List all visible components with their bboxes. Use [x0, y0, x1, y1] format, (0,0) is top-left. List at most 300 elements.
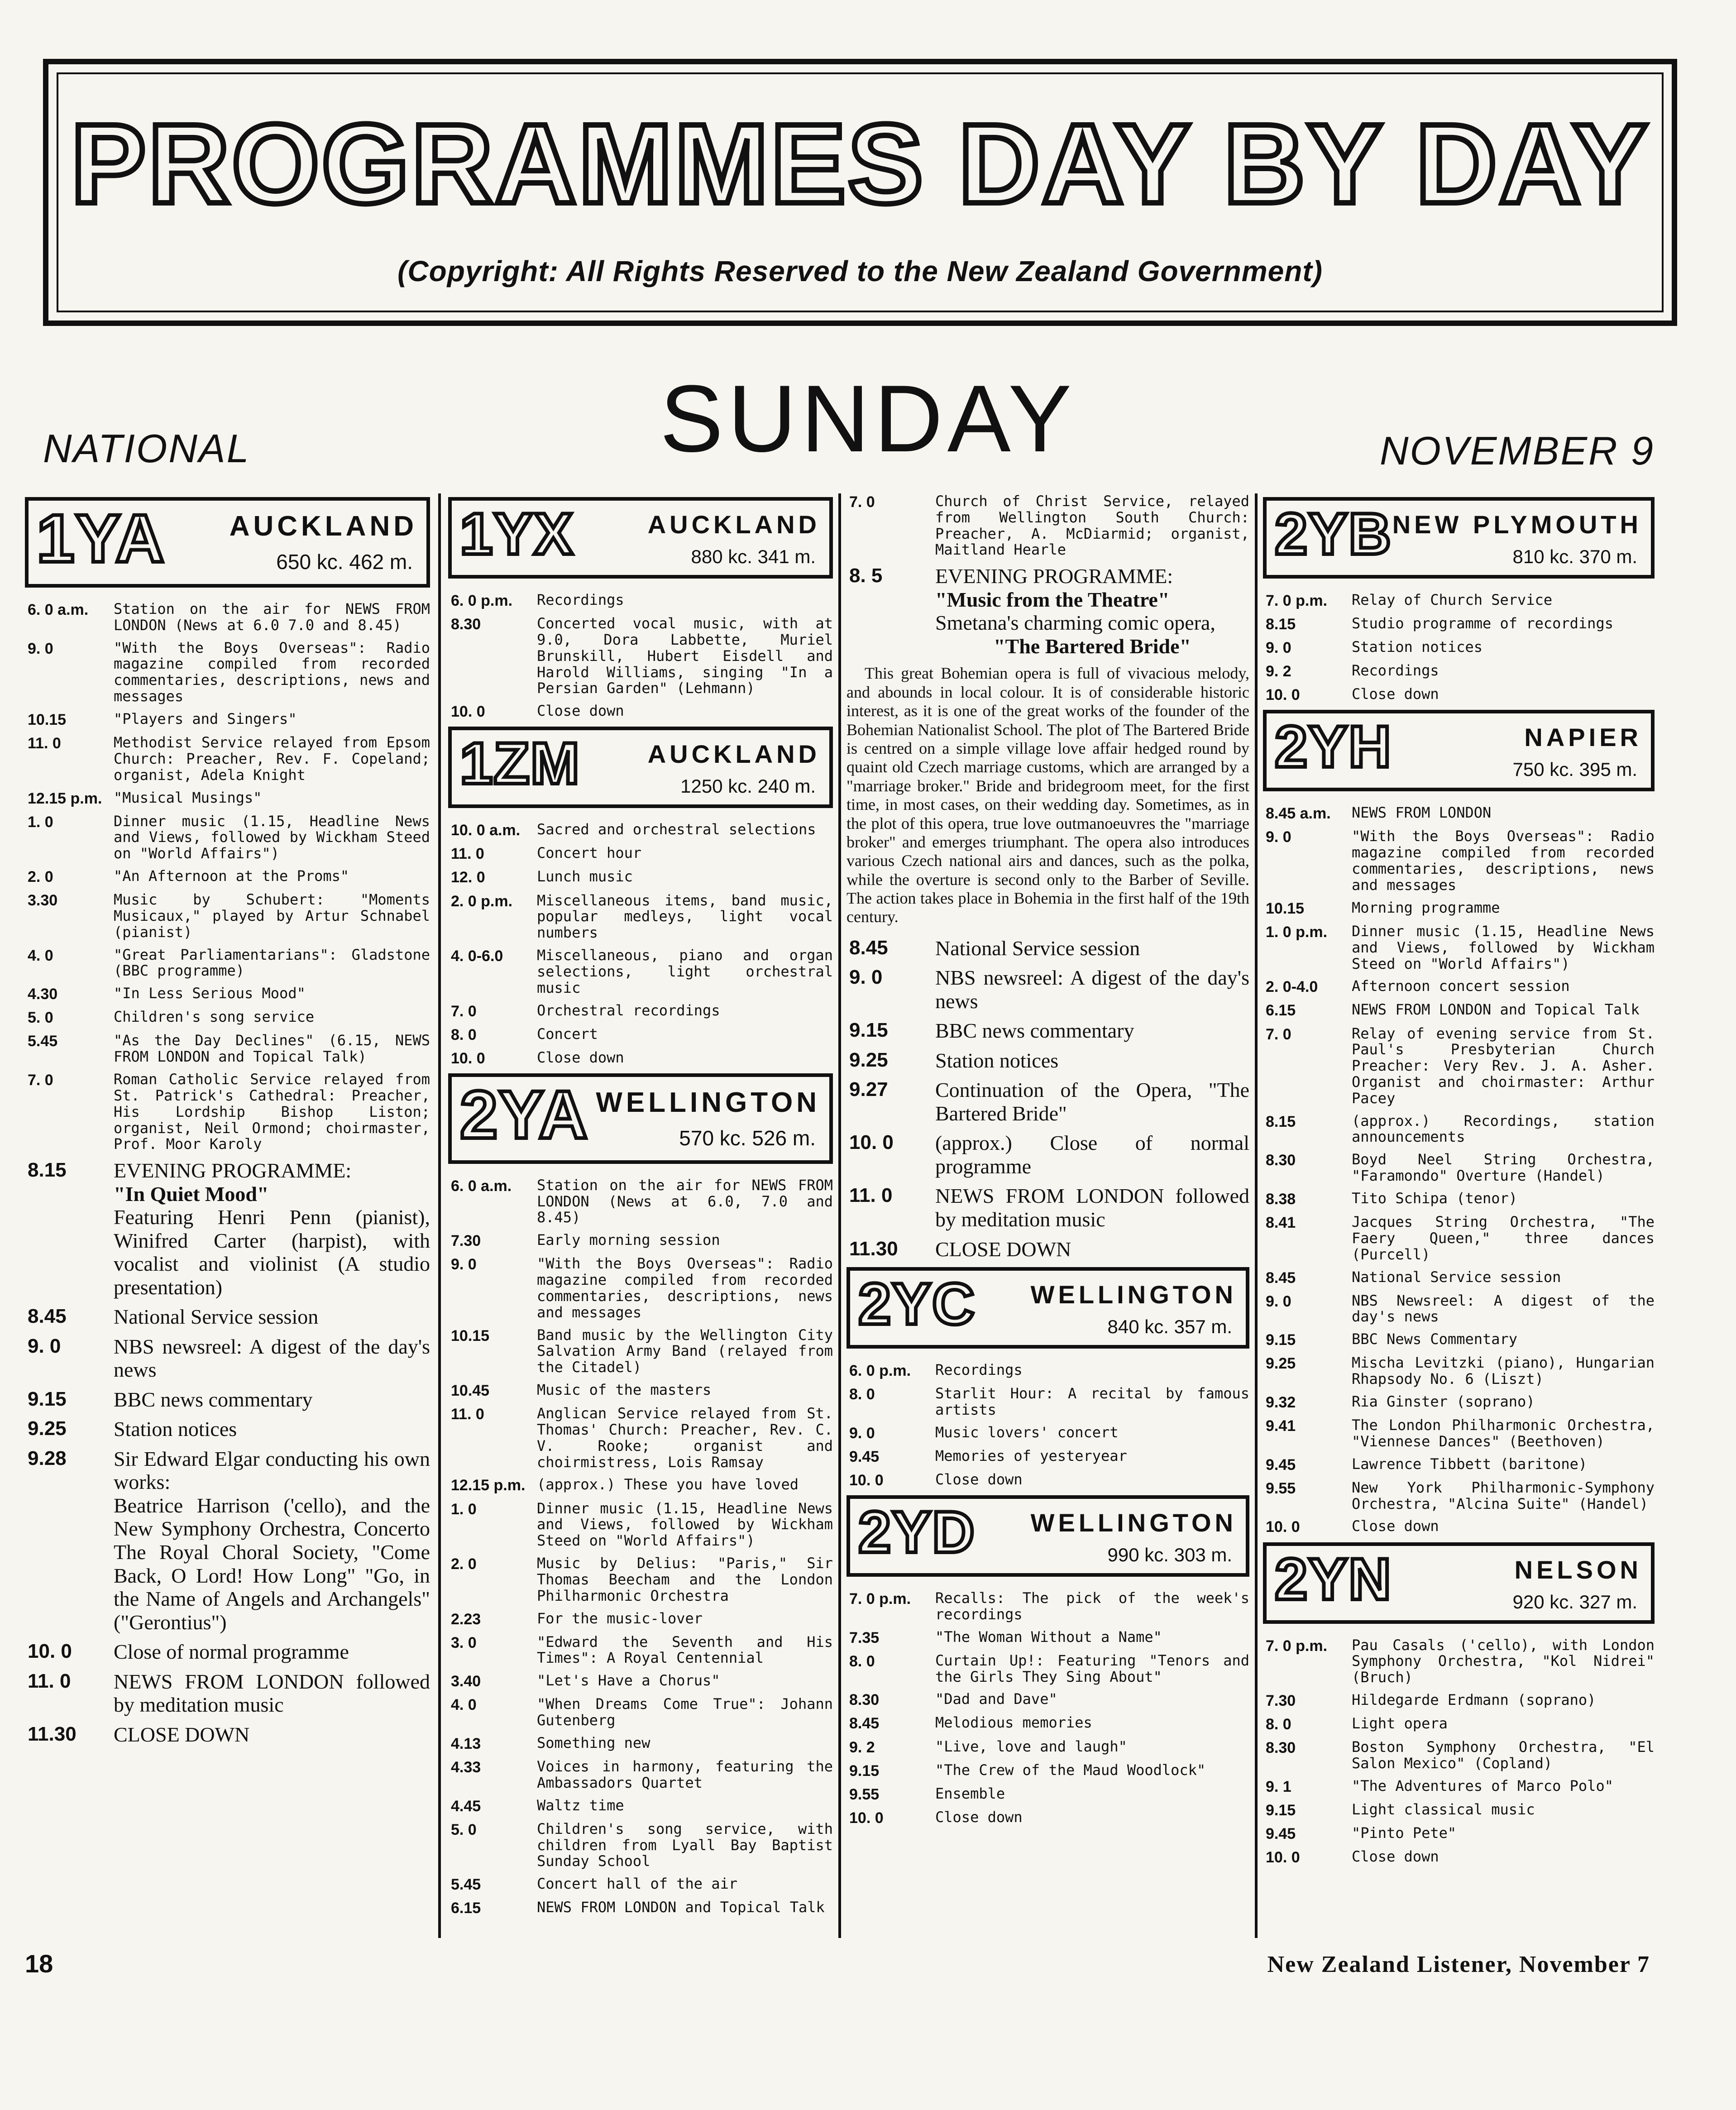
programme-item [846, 1809, 1249, 1827]
evening-programme-item [25, 1723, 430, 1746]
column-rule [438, 493, 441, 1938]
programme-time: 9.25 [28, 1417, 67, 1440]
programme-item [846, 1472, 1249, 1489]
programme-description [935, 937, 1249, 960]
programme-item [448, 1382, 833, 1399]
programme-item [1263, 978, 1655, 995]
programme-time: 9. 0 [28, 1335, 61, 1357]
column-3 [846, 493, 1249, 1943]
programme-item [448, 1327, 833, 1376]
programme-heading: Station notices [935, 1048, 1059, 1072]
programme-time: 10. 0 [849, 1809, 884, 1827]
programme-description: Children's song service, with children from Lyall Bay Baptist Sunday School [537, 1820, 833, 1870]
programme-time: 2. 0 [28, 868, 53, 886]
day-title: SUNDAY [660, 365, 1076, 472]
station-header-1ya [25, 497, 430, 588]
programme-heading: (approx.) Close of normal programme [935, 1131, 1249, 1178]
programme-description: Dinner music (1.15, Headline News and Views, followed by Wickham Steed on "World Affairs") [537, 1499, 833, 1550]
programme-subtitle: "In Quiet Mood" [114, 1182, 269, 1206]
programme-item [448, 1673, 833, 1690]
programme-description: NEWS FROM LONDON and Topical Talk [537, 1899, 825, 1916]
programme-time: 5. 0 [451, 1821, 477, 1838]
programme-time: 9. 0 [849, 966, 883, 989]
programme-description [114, 1335, 430, 1382]
programme-item [25, 1009, 430, 1026]
programme-description: (approx.) Recordings, station announcements [1352, 1112, 1655, 1146]
programme-item [1263, 639, 1655, 656]
programme-time: 6. 0 p.m. [849, 1362, 911, 1380]
evening-programme-item [846, 1049, 1249, 1072]
programme-heading: Continuation of the Opera, "The Bartered Bride" [935, 1078, 1249, 1125]
programme-time: 5.45 [28, 1033, 58, 1050]
programme-description: Close down [537, 702, 624, 720]
programme-time: 10. 0 [1266, 1518, 1300, 1536]
programme-description: Relay of evening service from St. Paul's Presbyterian Church Preacher: Very Rev. J. A. Asher. Organist and choirmaster: Arthur Pacey [1352, 1024, 1655, 1107]
date-label: NOVEMBER 9 [1379, 428, 1655, 473]
programme-description: "Edward the Seventh and His Times": A Royal Centennial [537, 1633, 833, 1667]
evening-programme-item [25, 1670, 430, 1717]
programme-description: Hildegarde Erdmann (soprano) [1352, 1691, 1596, 1709]
programme-description [114, 1417, 430, 1441]
station-call-sign: 2YB [1275, 501, 1392, 567]
programme-description [935, 565, 1249, 658]
programme-description: Morning programme [1352, 899, 1500, 916]
programme-item [1263, 616, 1655, 633]
opera-description-paragraph: This great Bohemian opera is full of vivacious melody, and abounds in local colour. It is of considerable historic interest, as it is one of the great works of the founder of the Bohemian Nationalist School. The plot of The Bartered Bride is centred on a simple village love affair hedged round by quaint old Czech marriage customs, which are arranged by a "marriage broker." Bride and bridegroom meet, for the first time, in most cases, on their wedding day. Sometimes, as in the plot of this opera, true love outmanoeuvres the "marriage broker" and emerges triumphant. The opera also introduces various Czech national airs and dances, such as the polka, while the overture is second only to the Barber of Seville. The action takes place in Bohemia in the first half of the 19th century. [846, 664, 1249, 926]
programme-item [846, 1590, 1249, 1623]
evening-programme-item [846, 1184, 1249, 1231]
programme-heading: NEWS FROM LONDON followed by meditation music [935, 1184, 1249, 1231]
programme-item [448, 1501, 833, 1549]
station-header-2yc [846, 1267, 1249, 1349]
programme-time: 7. 0 p.m. [1266, 1637, 1328, 1655]
evening-programme-item [846, 565, 1249, 658]
programme-description: Afternoon concert session [1352, 977, 1570, 995]
station-frequency: 750 kc. 395 m. [1512, 759, 1637, 780]
station-frequency: 1250 kc. 240 m. [680, 775, 816, 797]
programme-description: Recordings [935, 1361, 1023, 1379]
programme-item [448, 1876, 833, 1893]
programme-item [846, 1739, 1249, 1756]
programme-time: 3. 0 [451, 1634, 477, 1651]
programme-list [846, 1590, 1249, 1827]
programme-item [448, 1634, 833, 1667]
programme-time: 11. 0 [849, 1184, 893, 1207]
programme-item [1263, 1802, 1655, 1819]
programme-item [846, 493, 1249, 558]
programme-time: 6.15 [1266, 1002, 1296, 1019]
programme-item [448, 1899, 833, 1917]
programme-description: Methodist Service relayed from Epsom Church: Preacher, Rev. F. Copeland; organist, Adela Knight [114, 734, 430, 784]
evening-programme-item [25, 1447, 430, 1634]
programme-description: Light opera [1352, 1715, 1448, 1732]
station-name: WELLINGTON [596, 1086, 820, 1118]
programme-time: 9. 0 [1266, 1292, 1291, 1310]
programme-description: "Pinto Pete" [1352, 1824, 1457, 1842]
column-2 [448, 493, 833, 1943]
programme-item [1263, 1026, 1655, 1107]
programme-time: 10.15 [28, 711, 67, 728]
programme-time: 9.25 [1266, 1355, 1296, 1373]
programme-description: Orchestral recordings [537, 1001, 720, 1019]
station-call-sign: 2YN [1275, 1545, 1392, 1612]
programme-description: Concert hall of the air [537, 1875, 738, 1893]
programme-description: Dinner music (1.15, Headline News and Views, followed by Wickham Steed on "World Affairs") [1352, 922, 1655, 972]
programme-item [846, 1386, 1249, 1418]
programme-description [935, 1078, 1249, 1125]
programme-heading: BBC news commentary [935, 1019, 1134, 1043]
programme-item [448, 703, 833, 720]
programme-description: Relay of Church Service [1352, 591, 1553, 608]
programme-time: 9. 2 [1266, 663, 1291, 680]
programme-description: Curtain Up!: Featuring "Tenors and the Girls They Sing About" [935, 1651, 1249, 1685]
programme-item [846, 1362, 1249, 1379]
programme-description: Station notices [1352, 638, 1483, 656]
station-call-sign: 1YA [37, 500, 166, 576]
programme-time: 8.45 [849, 1715, 880, 1732]
programme-item [448, 1232, 833, 1249]
programme-time: 3.40 [451, 1673, 481, 1690]
column-1 [25, 493, 430, 1943]
column-rule [1255, 493, 1258, 1938]
evening-programme-list [846, 937, 1249, 1261]
programme-time: 6. 0 a.m. [28, 601, 89, 618]
programme-item [1263, 1849, 1655, 1866]
programme-time: 11. 0 [451, 1406, 484, 1423]
programme-time: 9.28 [28, 1447, 67, 1469]
programme-time: 9.27 [849, 1078, 888, 1101]
programme-subtitle: "Music from the Theatre" [935, 588, 1170, 611]
programme-description: "Live, love and laugh" [935, 1737, 1127, 1755]
programme-time: 7.35 [849, 1629, 880, 1646]
programme-time: 1. 0 [451, 1500, 477, 1518]
programme-description: Ria Ginster (soprano) [1352, 1392, 1535, 1410]
programme-time: 10. 0 [451, 1049, 485, 1067]
programme-description: "Dad and Dave" [935, 1690, 1057, 1708]
programme-time: 4.30 [28, 986, 58, 1003]
programme-item [448, 616, 833, 697]
publication-footer: New Zealand Listener, November 7 [1267, 1952, 1650, 1977]
programme-heading: NBS newsreel: A digest of the day's news [114, 1335, 430, 1382]
programme-list [448, 1177, 833, 1917]
programme-description: Waltz time [537, 1796, 624, 1814]
programme-time: 9.15 [1266, 1331, 1296, 1349]
programme-item [448, 1256, 833, 1321]
programme-time: 4. 0 [451, 1696, 477, 1714]
station-name: NELSON [1514, 1555, 1642, 1584]
station-name: AUCKLAND [647, 740, 820, 769]
programme-heading: CLOSE DOWN [114, 1722, 250, 1746]
programme-item [1263, 1331, 1655, 1349]
programme-description [114, 1159, 430, 1299]
programme-time: 9. 1 [1266, 1778, 1291, 1795]
programme-description: "An Afternoon at the Proms" [114, 867, 349, 885]
programme-list [25, 601, 430, 1153]
station-header-1yx [448, 497, 833, 579]
programme-item [1263, 1269, 1655, 1287]
programme-time: 4.33 [451, 1759, 481, 1776]
programme-item [846, 1715, 1249, 1732]
programme-time: 11. 0 [451, 845, 484, 863]
programme-time: 9.45 [1266, 1456, 1296, 1474]
programme-time: 4.45 [451, 1797, 481, 1815]
programme-heading: CLOSE DOWN [935, 1237, 1071, 1261]
programme-time: 6. 0 p.m. [451, 592, 513, 609]
programme-item [25, 947, 430, 980]
programme-item [448, 1177, 833, 1226]
station-call-sign: 2YD [858, 1499, 976, 1565]
programme-description: Ensemble [935, 1785, 1005, 1802]
programme-heading: BBC news commentary [114, 1388, 313, 1411]
programme-item [25, 1072, 430, 1153]
evening-programme-item [846, 1238, 1249, 1261]
evening-programme-item [846, 1019, 1249, 1043]
programme-item [846, 1653, 1249, 1685]
programme-description: Recalls: The pick of the week's recordings [935, 1589, 1249, 1623]
programme-time: 1. 0 [28, 813, 53, 831]
programme-item [448, 869, 833, 886]
programme-item [448, 1003, 833, 1020]
programme-time: 10. 0 [1266, 1849, 1300, 1866]
programme-time: 11. 0 [28, 735, 61, 752]
station-frequency: 880 kc. 341 m. [691, 546, 816, 567]
evening-programme-item [846, 1078, 1249, 1125]
programme-note: Smetana's charming comic opera, [935, 611, 1215, 635]
programme-item [1263, 1293, 1655, 1325]
programme-time: 8.41 [1266, 1214, 1296, 1232]
programme-time: 9. 0 [28, 640, 53, 657]
station-call-sign: 2YA [460, 1076, 589, 1153]
programme-heading: National Service session [114, 1305, 319, 1329]
programme-description [114, 1305, 430, 1329]
programme-time: 9.45 [849, 1448, 880, 1465]
programme-item [1263, 1152, 1655, 1184]
programme-description: "With the Boys Overseas": Radio magazine compiled from recorded commentaries, descriptions, news and messages [114, 639, 430, 705]
programme-time: 9.41 [1266, 1417, 1296, 1435]
programme-heading: Station notices [114, 1417, 237, 1441]
programme-list [1263, 1637, 1655, 1866]
programme-description: Band music by the Wellington City Salvation Army Band (relayed from the Citadel) [537, 1326, 833, 1376]
programme-time: 8.45 a.m. [1266, 805, 1331, 823]
programme-description: Close down [935, 1808, 1023, 1826]
programme-time: 8. 0 [849, 1652, 875, 1670]
programme-item [1263, 1778, 1655, 1795]
programme-time: 7. 0 p.m. [1266, 592, 1328, 609]
programme-description [935, 1049, 1249, 1072]
programme-time: 2. 0 p.m. [451, 892, 513, 910]
programme-time: 6.15 [451, 1899, 481, 1917]
programme-item [448, 893, 833, 941]
programme-list [846, 493, 1249, 558]
programme-description: National Service session [1352, 1268, 1561, 1286]
programme-item [1263, 900, 1655, 917]
programme-time: 7.30 [1266, 1692, 1296, 1710]
programme-list [448, 592, 833, 720]
programme-item [1263, 686, 1655, 703]
programme-item [25, 711, 430, 728]
masthead [43, 59, 1677, 326]
programme-description: Recordings [537, 591, 624, 608]
programme-item [1263, 1002, 1655, 1019]
programme-time: 3.30 [28, 892, 58, 909]
station-header-2yd [846, 1495, 1249, 1577]
station-call-sign: 2YC [858, 1271, 976, 1337]
programme-heading: National Service session [935, 936, 1140, 960]
programme-time: 9.55 [849, 1785, 880, 1803]
programme-description: Studio programme of recordings [1352, 615, 1613, 632]
programme-description: Station on the air for NEWS FROM LONDON (News at 6.0 7.0 and 8.45) [114, 600, 430, 634]
programme-heading: EVENING PROGRAMME: [114, 1159, 352, 1182]
programme-time: 8.30 [849, 1691, 880, 1709]
programme-description: "With the Boys Overseas": Radio magazine compiled from recorded commentaries, descriptions, news and messages [1352, 828, 1655, 894]
programme-description: Church of Christ Service, relayed from Wellington South Church: Preacher, A. McDiarmid; organist, Maitland Hearle [935, 493, 1249, 559]
programme-description: "In Less Serious Mood" [114, 985, 306, 1002]
programme-description: Recordings [1352, 662, 1439, 679]
station-frequency: 650 kc. 462 m. [276, 550, 413, 574]
programme-item [448, 1611, 833, 1628]
programme-item [448, 1477, 833, 1494]
programme-description: BBC News Commentary [1352, 1330, 1518, 1348]
programme-description: Something new [537, 1734, 650, 1751]
programme-item [448, 1735, 833, 1752]
programme-description [114, 1670, 430, 1717]
programme-description: "The Adventures of Marco Polo" [1352, 1777, 1613, 1794]
station-name: NEW PLYMOUTH [1392, 510, 1642, 539]
programme-item [448, 1798, 833, 1815]
programme-time: 9.15 [849, 1762, 880, 1780]
station-name: AUCKLAND [647, 510, 820, 539]
programme-description [114, 1723, 430, 1746]
programme-description: Early morning session [537, 1231, 720, 1249]
programme-time: 7. 0 p.m. [849, 1590, 911, 1608]
programme-time: 8.30 [1266, 1739, 1296, 1757]
station-frequency: 990 kc. 303 m. [1107, 1544, 1232, 1565]
programme-time: 8.30 [451, 616, 481, 633]
programme-time: 11. 0 [28, 1670, 71, 1692]
programme-note: Beatrice Harrison ('cello), and the New Symphony Orchestra, Concerto The Royal Choral Society, "Come Back, O Lord! How Long" "Go, in the Name of Angels and Archangels" ("Gerontius") [114, 1493, 430, 1634]
station-name: WELLINGTON [1030, 1280, 1237, 1309]
programme-time: 8.45 [28, 1305, 67, 1328]
programme-item [1263, 1355, 1655, 1388]
programme-item [448, 1696, 833, 1729]
programme-description [114, 1447, 430, 1634]
programme-time: 7. 0 [451, 1002, 477, 1020]
programme-time: 8.30 [1266, 1152, 1296, 1169]
programme-item [25, 892, 430, 940]
programme-description: Dinner music (1.15, Headline News and Views, followed by Wickham Steed on "World Affairs") [114, 812, 430, 862]
programme-item [846, 1762, 1249, 1780]
programme-item [1263, 663, 1655, 680]
programme-description: Miscellaneous items, band music, popular medleys, light vocal numbers [537, 891, 833, 942]
programme-item [25, 813, 430, 862]
evening-programme-list [25, 1159, 430, 1746]
programme-time: 10. 0 [849, 1471, 884, 1489]
programme-description: Lunch music [537, 868, 633, 885]
programme-item [1263, 1417, 1655, 1450]
programme-time: 4. 0-6.0 [451, 947, 503, 965]
programme-description: Music lovers' concert [935, 1423, 1119, 1441]
programme-description: NEWS FROM LONDON and Topical Talk [1352, 1001, 1640, 1019]
programme-item [448, 1026, 833, 1043]
programme-description: Close down [1352, 1517, 1439, 1535]
programme-description: "With the Boys Overseas": Radio magazine compiled from recorded commentaries, descriptions, news and messages [537, 1255, 833, 1321]
evening-heading: EVENING PROGRAMME: [935, 565, 1173, 588]
programme-description: Close down [1352, 1848, 1439, 1866]
programme-time: 10.15 [451, 1327, 490, 1344]
programme-time: 10.15 [1266, 900, 1305, 917]
programme-list [846, 1362, 1249, 1489]
programme-time: 11.30 [28, 1722, 77, 1745]
station-frequency: 920 kc. 327 m. [1512, 1591, 1637, 1612]
programme-time: 9. 0 [1266, 828, 1291, 846]
programme-time: 1. 0 p.m. [1266, 923, 1328, 941]
programme-item [1263, 1716, 1655, 1733]
programme-description: Miscellaneous, piano and organ selections, light orchestral music [537, 947, 833, 996]
programme-time: 5.45 [451, 1876, 481, 1894]
programme-description: "Players and Singers" [114, 710, 297, 727]
programme-time: 9.15 [28, 1388, 67, 1410]
programme-description: Music by Schubert: "Moments Musicaux," played by Artur Schnabel (pianist) [114, 891, 430, 941]
programme-description: Station on the air for NEWS FROM LONDON (News at 6.0, 7.0 and 8.45) [537, 1176, 833, 1226]
programme-item [25, 601, 430, 634]
programme-list [1263, 805, 1655, 1536]
programme-item [846, 1448, 1249, 1465]
programme-description [935, 1131, 1249, 1178]
programme-description: NBS Newsreel: A digest of the day's news [1352, 1292, 1655, 1325]
station-header-1zm [448, 727, 833, 808]
station-frequency: 570 kc. 526 m. [679, 1126, 816, 1150]
programme-item [1263, 1480, 1655, 1512]
programme-description: Tito Schipa (tenor) [1352, 1189, 1518, 1207]
programme-description: "Let's Have a Chorus" [537, 1672, 720, 1689]
programme-time: 9.15 [1266, 1801, 1296, 1819]
programme-item [1263, 1739, 1655, 1772]
programme-description: Starlit Hour: A recital by famous artists [935, 1385, 1249, 1418]
programme-description: The London Philharmonic Orchestra, "Viennese Dances" (Beethoven) [1352, 1416, 1655, 1450]
programme-description: Memories of yesteryear [935, 1447, 1127, 1464]
station-name: WELLINGTON [1030, 1508, 1237, 1537]
station-header-2yn [1263, 1542, 1655, 1624]
station-call-sign: 2YH [1275, 713, 1392, 780]
programme-time: 8.15 [1266, 1113, 1296, 1130]
page-number: 18 [25, 1949, 53, 1978]
programme-time: 9.15 [849, 1019, 888, 1042]
programme-time: 12.15 p.m. [451, 1477, 526, 1494]
programme-time: 9. 0 [451, 1256, 477, 1273]
programme-item [448, 1759, 833, 1791]
programme-time: 9. 0 [849, 1424, 875, 1442]
programme-description: Pau Casals ('cello), with London Symphony Orchestra, "Kol Nidrei" (Bruch) [1352, 1636, 1655, 1686]
programme-description [935, 966, 1249, 1013]
programme-description: Light classical music [1352, 1800, 1535, 1818]
programme-description: Concert hour [537, 844, 642, 862]
programme-list [448, 822, 833, 1067]
programme-description: "As the Day Declines" (6.15, NEWS FROM LONDON and Topical Talk) [114, 1032, 430, 1066]
programme-description: "Musical Musings" [114, 789, 262, 806]
programme-time: 10.45 [451, 1382, 490, 1400]
programme-time: 4. 0 [28, 947, 53, 964]
programme-item [1263, 1692, 1655, 1709]
programme-description: Boyd Neel String Orchestra, "Faramondo" Overture (Handel) [1352, 1151, 1655, 1185]
programme-item [1263, 592, 1655, 609]
programme-description: Concerted vocal music, with at 9.0, Dora Labbette, Muriel Brunskill, Hubert Eisdell and Harold Williams, singing "In a Persian Garden" (Lehmann) [537, 615, 833, 697]
programme-time: 2.23 [451, 1610, 481, 1628]
programme-item [1263, 1825, 1655, 1842]
programme-item [25, 868, 430, 885]
programme-time: 9.32 [1266, 1393, 1296, 1411]
column-rule [838, 493, 841, 1938]
station-name: AUCKLAND [229, 511, 417, 542]
